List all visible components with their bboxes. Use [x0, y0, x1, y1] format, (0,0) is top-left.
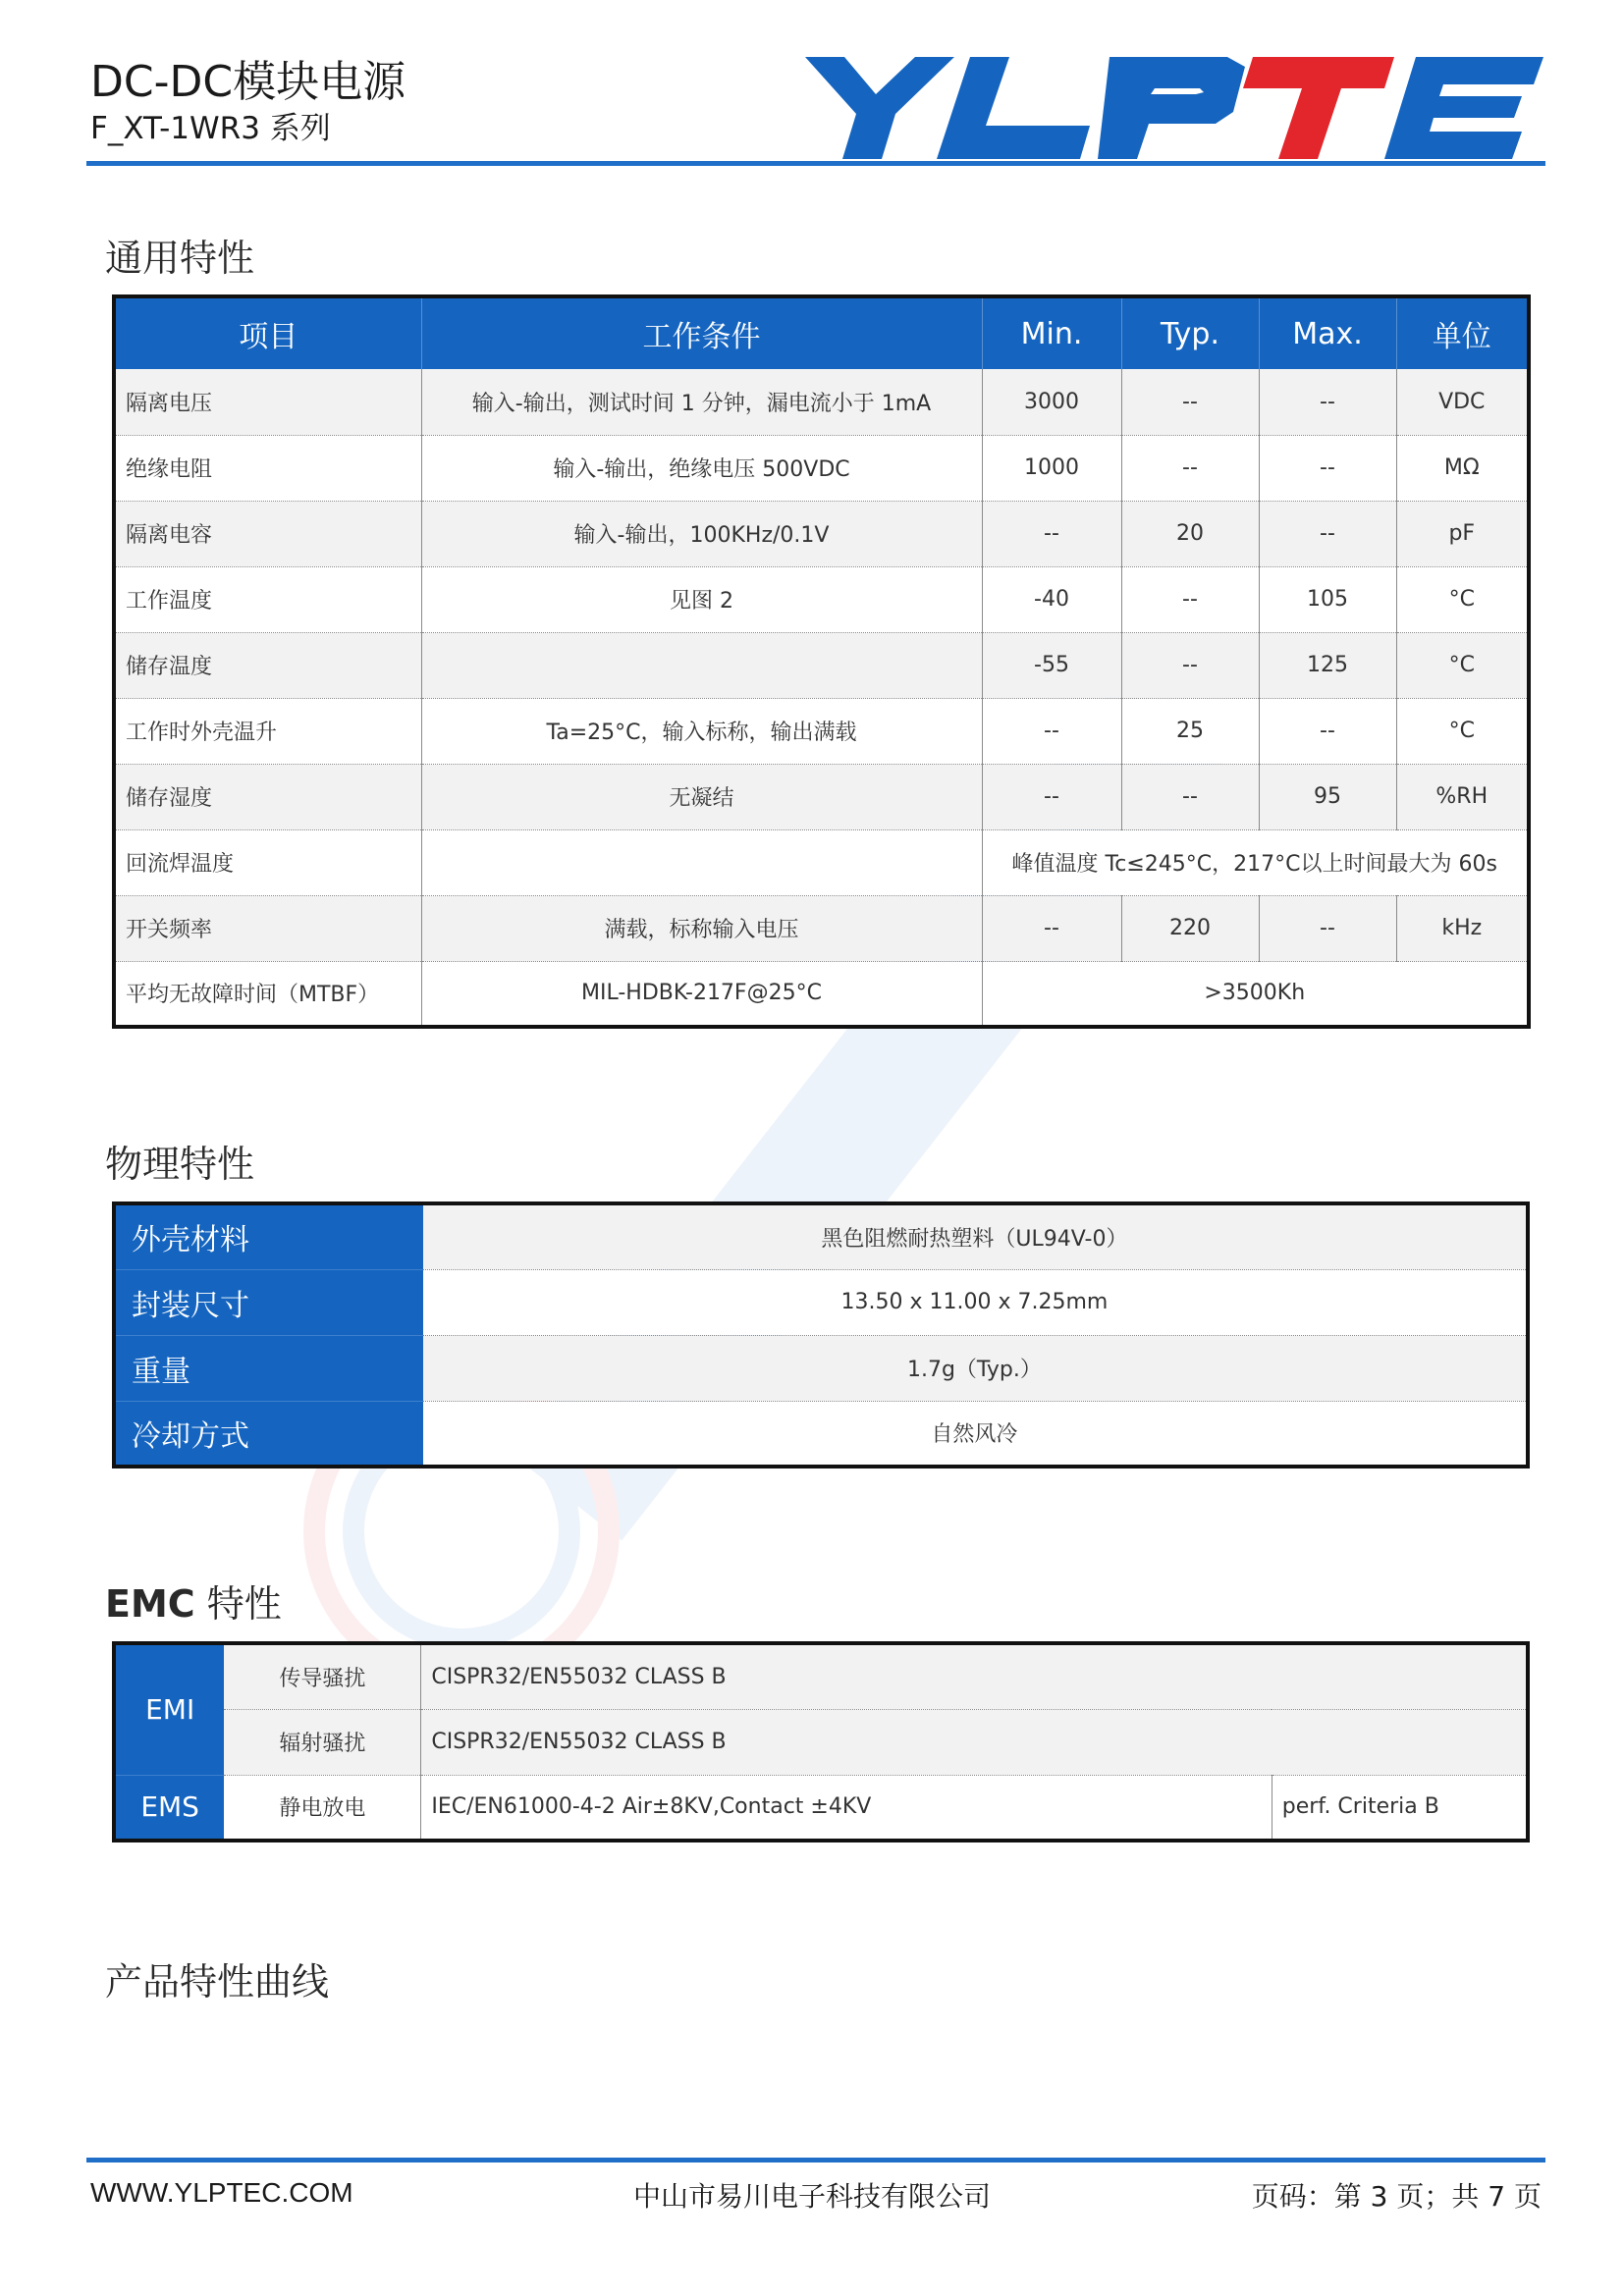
row-min: --: [982, 698, 1121, 764]
footer-divider: [86, 2158, 1545, 2163]
table-row: [114, 829, 1529, 895]
table-row: [114, 961, 1529, 1027]
table-row: [114, 698, 1529, 764]
row-min: --: [982, 764, 1121, 829]
physical-value: 13.50 x 11.00 x 7.25mm: [423, 1269, 1528, 1335]
header-unit: 单位: [1396, 296, 1529, 369]
table-row: [114, 501, 1529, 566]
row-typ: 20: [1121, 501, 1259, 566]
row-min: -55: [982, 632, 1121, 698]
header-typ: Typ.: [1121, 296, 1259, 369]
row-typ: --: [1121, 632, 1259, 698]
row-unit: pF: [1396, 501, 1529, 566]
series-name: F_XT-1WR3 系列: [90, 111, 331, 146]
row-condition: 输入-输出，100KHz/0.1V: [421, 501, 982, 566]
section-title-physical: 物理特性: [105, 1143, 255, 1186]
footer-page-number: 页码：第 3 页；共 7 页: [1251, 2180, 1542, 2213]
table-row: [114, 369, 1529, 435]
table-row: [114, 1643, 1528, 1709]
table-row: [114, 1335, 1528, 1401]
emc-item: 传导骚扰: [224, 1643, 421, 1709]
table-row: [114, 632, 1529, 698]
emc-standard: CISPR32/EN55032 CLASS B: [421, 1709, 1528, 1775]
ems-category: EMS: [114, 1775, 224, 1841]
row-min: --: [982, 895, 1121, 961]
emc-spec-table: [112, 1641, 1530, 1842]
physical-label: 外壳材料: [114, 1203, 423, 1269]
row-typ: --: [1121, 435, 1259, 501]
row-min: --: [982, 501, 1121, 566]
row-max: 95: [1259, 764, 1396, 829]
row-item: 开关频率: [114, 895, 421, 961]
row-item: 工作温度: [114, 566, 421, 632]
emc-item: 静电放电: [224, 1775, 421, 1841]
section-title-emc: [105, 1574, 282, 1628]
row-max: 105: [1259, 566, 1396, 632]
row-typ: 25: [1121, 698, 1259, 764]
row-typ: --: [1121, 566, 1259, 632]
section-title-curves: 产品特性曲线: [105, 1960, 330, 2003]
physical-label: 重量: [114, 1335, 423, 1401]
table-header-row: [114, 296, 1529, 369]
row-merged-value: >3500Kh: [982, 961, 1529, 1027]
section-title-general: 通用特性: [105, 237, 255, 280]
row-max: 125: [1259, 632, 1396, 698]
emi-category: EMI: [114, 1643, 224, 1775]
table-row: [114, 566, 1529, 632]
physical-value: 黑色阻燃耐热塑料（UL94V-0）: [423, 1203, 1528, 1269]
header-condition: 工作条件: [421, 296, 982, 369]
ylptec-logo: [805, 57, 1543, 159]
emc-standard: IEC/EN61000-4-2 Air±8KV,Contact ±4KV: [421, 1775, 1272, 1841]
row-item: 储存温度: [114, 632, 421, 698]
header-item: 项目: [114, 296, 421, 369]
table-row: [114, 764, 1529, 829]
section-title-emc-suffix: 特性: [194, 1582, 282, 1626]
row-condition: MIL-HDBK-217F@25°C: [421, 961, 982, 1027]
row-item: 隔离电压: [114, 369, 421, 435]
table-row: [114, 1203, 1528, 1269]
row-item: 工作时外壳温升: [114, 698, 421, 764]
row-typ: --: [1121, 369, 1259, 435]
physical-label: 冷却方式: [114, 1401, 423, 1467]
row-condition: Ta=25°C，输入标称，输出满载: [421, 698, 982, 764]
row-item: 储存湿度: [114, 764, 421, 829]
row-typ: 220: [1121, 895, 1259, 961]
row-unit: MΩ: [1396, 435, 1529, 501]
header-min: Min.: [982, 296, 1121, 369]
row-max: --: [1259, 698, 1396, 764]
table-row: [114, 895, 1529, 961]
row-item: 绝缘电阻: [114, 435, 421, 501]
header-max: Max.: [1259, 296, 1396, 369]
row-condition: [421, 632, 982, 698]
emc-standard: CISPR32/EN55032 CLASS B: [421, 1643, 1528, 1709]
header-divider: [86, 161, 1545, 166]
row-condition: 无凝结: [421, 764, 982, 829]
row-unit: °C: [1396, 566, 1529, 632]
table-row: [114, 1269, 1528, 1335]
row-condition: 满载，标称输入电压: [421, 895, 982, 961]
emc-item: 辐射骚扰: [224, 1709, 421, 1775]
row-max: --: [1259, 895, 1396, 961]
row-min: -40: [982, 566, 1121, 632]
row-condition: [421, 829, 982, 895]
row-min: 3000: [982, 369, 1121, 435]
physical-spec-table: [112, 1201, 1530, 1468]
row-typ: --: [1121, 764, 1259, 829]
row-unit: %RH: [1396, 764, 1529, 829]
row-item: 平均无故障时间（MTBF）: [114, 961, 421, 1027]
table-row: [114, 435, 1529, 501]
physical-label: 封装尺寸: [114, 1269, 423, 1335]
table-row: [114, 1709, 1528, 1775]
row-merged-value: 峰值温度 Tc≤245°C，217°C以上时间最大为 60s: [982, 829, 1529, 895]
document-title: DC-DC模块电源: [90, 57, 406, 107]
table-row: [114, 1775, 1528, 1841]
row-item: 隔离电容: [114, 501, 421, 566]
row-condition: 见图 2: [421, 566, 982, 632]
row-max: --: [1259, 369, 1396, 435]
row-unit: VDC: [1396, 369, 1529, 435]
row-unit: °C: [1396, 632, 1529, 698]
physical-value: 自然风冷: [423, 1401, 1528, 1467]
footer-website: WWW.YLPTEC.COM: [90, 2177, 353, 2208]
row-max: --: [1259, 501, 1396, 566]
row-item: 回流焊温度: [114, 829, 421, 895]
row-condition: 输入-输出，测试时间 1 分钟，漏电流小于 1mA: [421, 369, 982, 435]
general-spec-table: [112, 294, 1531, 1029]
row-condition: 输入-输出，绝缘电压 500VDC: [421, 435, 982, 501]
footer-company: 中山市易川电子科技有限公司: [632, 2180, 991, 2213]
physical-value: 1.7g（Typ.）: [423, 1335, 1528, 1401]
row-unit: °C: [1396, 698, 1529, 764]
table-row: [114, 1401, 1528, 1467]
row-max: --: [1259, 435, 1396, 501]
row-min: 1000: [982, 435, 1121, 501]
row-unit: kHz: [1396, 895, 1529, 961]
emc-criteria: perf. Criteria B: [1272, 1775, 1528, 1841]
section-title-emc-prefix: EMC: [105, 1582, 195, 1626]
